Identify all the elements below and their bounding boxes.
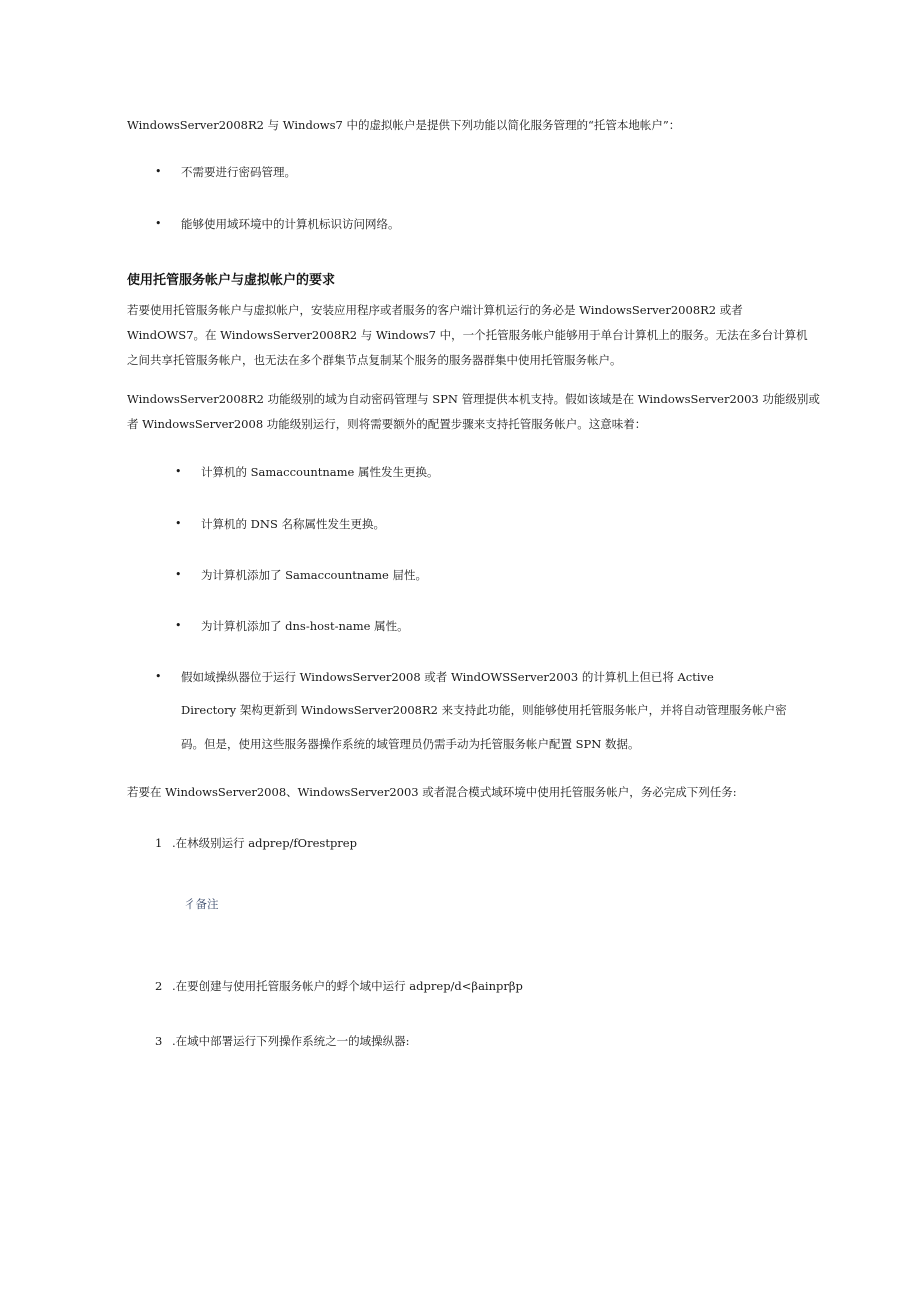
intro-bullet-2: 能够使用域环境中的计算机标识访问网络。 — [181, 217, 400, 231]
bullet-marker: • — [155, 217, 162, 230]
dc-bullet-line-1: 假如域操纵器位于运行 WindowsServer2008 或者 WindOWSServer2003 的计算机上但已将 Active — [181, 670, 714, 684]
section-heading: 使用托管服务帐户与虚拟帐户的要求 — [127, 273, 336, 288]
paragraph-line: WindowsServer2008R2 功能级别的域为自动密码管理与 SPN 管理提供本机支持。假如该域是在 WindowsServer2003 功能级别或 — [127, 392, 820, 406]
step-number: 3 — [155, 1034, 163, 1048]
requirements-paragraph — [127, 299, 817, 372]
sub-bullet-1: 计算机的 Samaccountname 属性发生更换。 — [201, 465, 439, 479]
step-text: .在域中部署运行下列操作系统之一的域操纵器: — [172, 1034, 410, 1048]
paragraph-line: 者 WindowsServer2008 功能级别运行，则将需要额外的配置步骤来支持托管服务帐户。这意味着： — [127, 417, 647, 431]
step-text: .在要创建与使用托管服务帐户的蜉个域中运行 adprep/d<βainprβp — [172, 979, 523, 993]
bullet-marker: • — [175, 465, 182, 478]
bullet-marker: • — [155, 165, 162, 178]
dc-bullet-line-2: Directory 架构更新到 WindowsServer2008R2 来支持此功能，则能够使用托管服务帐户，并将自动管理服务帐户密 — [181, 703, 787, 717]
bullet-marker: • — [175, 517, 182, 530]
sub-bullet-2: 计算机的 DNS 名称属性发生更换。 — [201, 517, 385, 531]
paragraph-line: 若要使用托管服务帐户与虚拟帐户，安装应用程序或者服务的客户端计算机运行的务必是 WindowsServer2008R2 或者 — [127, 303, 743, 317]
bullet-marker: • — [175, 568, 182, 581]
dc-bullet-line-3: 码。但是，使用这些服务器操作系统的域管理员仍需手动为托管服务帐户配置 SPN 数据。 — [181, 737, 640, 751]
bullet-marker: • — [175, 619, 182, 632]
tasks-intro: 若要在 WindowsServer2008、WindowsServer2003 或者混合模式域环境中使用托管服务帐户，务必完成下列任务: — [127, 785, 737, 799]
bullet-marker: • — [155, 670, 162, 683]
paragraph-line: 之间共享托管服务帐户，也无法在多个群集节点复制某个服务的服务器群集中使用托管服务帐户。 — [127, 353, 622, 367]
intro-bullet-1: 不需要进行密码管理。 — [181, 165, 296, 179]
sub-bullet-4: 为计算机添加了 dns-host-name 属性。 — [201, 619, 409, 633]
intro-paragraph: WindowsServer2008R2 与 Windows7 中的虚拟帐户是提供下列功能以简化服务管理的“托管本地帐户”： — [127, 118, 681, 132]
note-label: 彳备注 — [184, 897, 219, 911]
domain-level-paragraph — [127, 388, 820, 436]
step-number: 2 — [155, 979, 163, 993]
step-text: .在林级别运行 adprep/fOrestprep — [172, 836, 357, 850]
sub-bullet-3: 为计算机添加了 Samaccountname 屇性。 — [201, 568, 428, 582]
step-number: 1 — [155, 836, 163, 850]
paragraph-line: WindOWS7。在 WindowsServer2008R2 与 Windows7 中，一个托管服务帐户能够用于单台计算机上的服务。无法在多台计算机 — [127, 328, 808, 342]
